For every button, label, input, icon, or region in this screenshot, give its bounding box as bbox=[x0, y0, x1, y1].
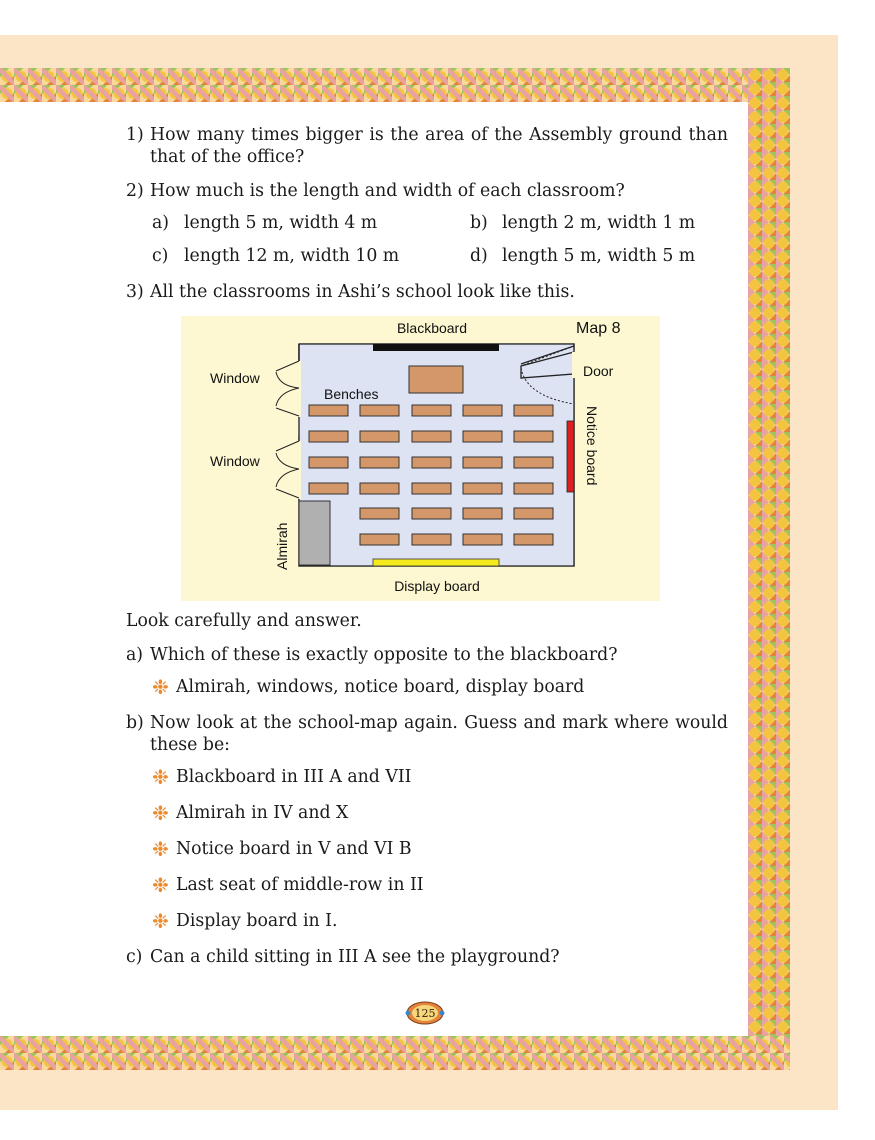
list-item bbox=[152, 676, 728, 698]
bench bbox=[514, 508, 553, 519]
answer-options bbox=[126, 212, 728, 267]
bench bbox=[463, 534, 502, 545]
bench bbox=[412, 483, 451, 494]
bench bbox=[412, 405, 451, 416]
question-a-bullets bbox=[126, 676, 728, 698]
question-1 bbox=[126, 124, 728, 168]
option-text: length 2 m, width 1 m bbox=[502, 213, 696, 233]
bench bbox=[463, 431, 502, 442]
question-text: Now look at the school-map again. Guess and mark where would these be: bbox=[150, 713, 728, 755]
option-text: length 5 m, width 5 m bbox=[502, 246, 696, 266]
option-label: d) bbox=[470, 246, 488, 266]
list-item-text: Notice board in V and VI B bbox=[176, 839, 412, 859]
star-flower-icon: ❉ bbox=[152, 873, 169, 897]
option-d bbox=[470, 245, 770, 267]
question-number: 1) bbox=[126, 125, 144, 145]
page-number-ornament bbox=[405, 998, 445, 1028]
bench bbox=[360, 534, 399, 545]
bench bbox=[412, 508, 451, 519]
classroom-map bbox=[181, 316, 660, 601]
window-opening-2 bbox=[281, 441, 301, 499]
page-number: 125 bbox=[414, 1007, 436, 1020]
question-number: 2) bbox=[126, 181, 144, 201]
bench bbox=[463, 483, 502, 494]
teacher-desk bbox=[409, 366, 463, 393]
bench bbox=[463, 457, 502, 468]
bench bbox=[514, 483, 553, 494]
list-item bbox=[152, 802, 728, 824]
display-board bbox=[373, 559, 499, 566]
almirah bbox=[299, 501, 330, 565]
option-text: length 5 m, width 4 m bbox=[184, 213, 378, 233]
notice-board-label: Notice board bbox=[584, 406, 600, 486]
decorative-border-top bbox=[0, 68, 790, 102]
benches-label: Benches bbox=[324, 386, 379, 402]
blackboard bbox=[373, 344, 499, 351]
question-number: 3) bbox=[126, 282, 144, 302]
page-content bbox=[126, 124, 728, 315]
option-b bbox=[470, 212, 770, 234]
display-board-label: Display board bbox=[394, 578, 480, 594]
almirah-label: Almirah bbox=[274, 522, 290, 570]
bench bbox=[309, 405, 348, 416]
bench bbox=[463, 508, 502, 519]
star-flower-icon: ❉ bbox=[152, 801, 169, 825]
question-text: How many times bigger is the area of the Assembly ground than that of the office? bbox=[150, 125, 728, 167]
bench bbox=[309, 483, 348, 494]
list-item-text: Almirah, windows, notice board, display board bbox=[176, 677, 585, 697]
list-item bbox=[152, 874, 728, 896]
window-opening-1 bbox=[281, 361, 301, 417]
bench bbox=[514, 534, 553, 545]
question-text: All the classrooms in Ashi’s school look like this. bbox=[150, 282, 575, 302]
list-item bbox=[152, 910, 728, 932]
star-flower-icon: ❉ bbox=[152, 765, 169, 789]
notice-board bbox=[567, 421, 574, 492]
option-label: a) bbox=[152, 213, 170, 233]
question-b-bullets bbox=[126, 766, 728, 932]
option-a bbox=[152, 212, 470, 234]
bench bbox=[360, 431, 399, 442]
question-label: a) bbox=[126, 645, 144, 665]
question-b bbox=[126, 712, 728, 756]
question-text: Can a child sitting in III A see the playground? bbox=[150, 947, 560, 967]
classroom-map-drawing bbox=[181, 316, 660, 601]
question-3 bbox=[126, 281, 728, 303]
list-item-text: Last seat of middle-row in II bbox=[176, 875, 424, 895]
window-label-2: Window bbox=[210, 453, 260, 469]
door-label: Door bbox=[583, 363, 614, 379]
bench bbox=[360, 483, 399, 494]
map-title: Map 8 bbox=[576, 320, 621, 337]
option-label: b) bbox=[470, 213, 488, 233]
star-flower-icon: ❉ bbox=[152, 675, 169, 699]
bench bbox=[309, 457, 348, 468]
decorative-border-bottom bbox=[0, 1036, 790, 1070]
question-text: Which of these is exactly opposite to the blackboard? bbox=[150, 645, 618, 665]
list-item bbox=[152, 766, 728, 788]
question-a bbox=[126, 644, 728, 666]
list-item-text: Display board in I. bbox=[176, 911, 338, 931]
question-c bbox=[126, 946, 728, 968]
question-label: c) bbox=[126, 947, 143, 967]
bench bbox=[514, 431, 553, 442]
bench bbox=[360, 457, 399, 468]
list-item-text: Almirah in IV and X bbox=[176, 803, 349, 823]
bench bbox=[412, 534, 451, 545]
window-label-1: Window bbox=[210, 370, 260, 386]
list-item-text: Blackboard in III A and VII bbox=[176, 767, 412, 787]
question-label: b) bbox=[126, 713, 144, 733]
star-flower-icon: ❉ bbox=[152, 837, 169, 861]
list-item bbox=[152, 838, 728, 860]
bench bbox=[514, 457, 553, 468]
option-label: c) bbox=[152, 246, 169, 266]
page-content-lower bbox=[126, 610, 728, 980]
question-2 bbox=[126, 180, 728, 202]
option-text: length 12 m, width 10 m bbox=[184, 246, 400, 266]
instruction-text: Look carefully and answer. bbox=[126, 611, 362, 631]
bench bbox=[412, 431, 451, 442]
question-text: How much is the length and width of each classroom? bbox=[150, 181, 625, 201]
bench bbox=[463, 405, 502, 416]
bench bbox=[360, 508, 399, 519]
bench bbox=[412, 457, 451, 468]
bench bbox=[360, 405, 399, 416]
page-number-badge bbox=[405, 998, 445, 1028]
bench bbox=[514, 405, 553, 416]
blackboard-label: Blackboard bbox=[396, 320, 468, 336]
option-c bbox=[152, 245, 470, 267]
bench bbox=[309, 431, 348, 442]
star-flower-icon: ❉ bbox=[152, 909, 169, 933]
